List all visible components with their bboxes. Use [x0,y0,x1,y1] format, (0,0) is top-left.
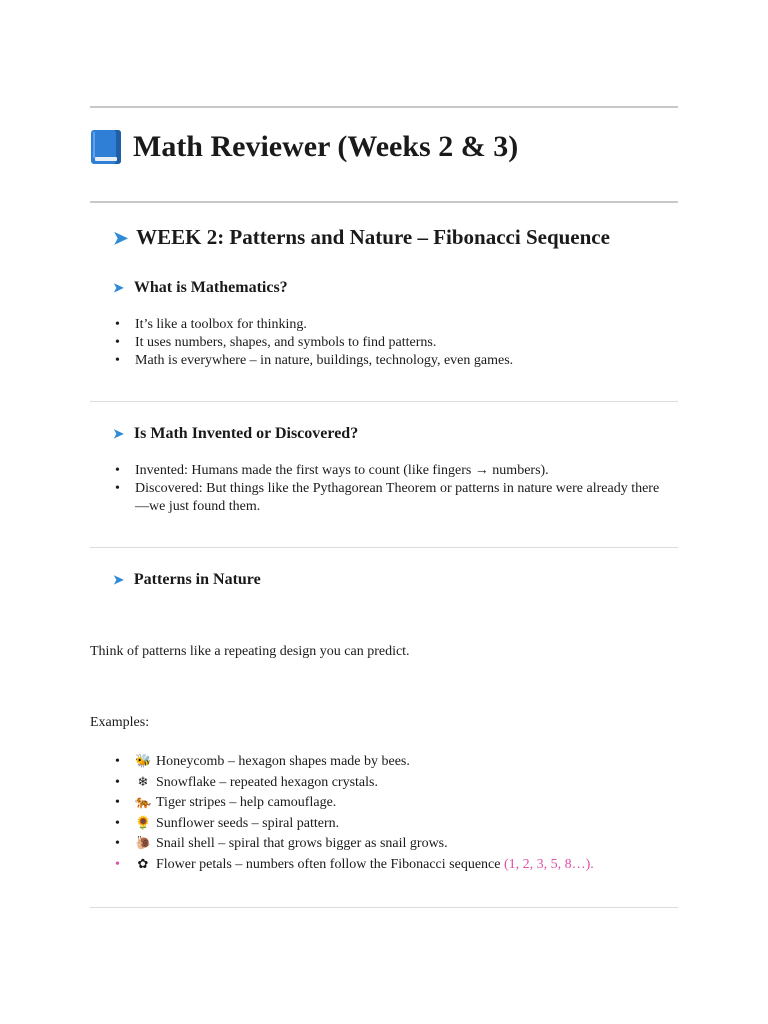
arrow-bullet-icon: ➤ [113,426,124,441]
arrow-bullet-icon: ➤ [113,228,129,248]
example-text: Sunflower seeds – spiral pattern. [156,815,340,831]
flower-icon: ✿ [137,856,149,872]
invented-discovered-list [113,462,673,516]
section-divider [90,401,678,402]
list-item [113,752,713,773]
example-text: Snail shell – spiral that grows bigger as snail grows. [156,836,448,852]
section-heading-text: Patterns in Nature [133,571,261,588]
what-is-math-list [113,316,673,370]
page-title-row [91,130,518,164]
examples-list [113,752,713,876]
section-heading-text: Is Math Invented or Discovered? [133,425,359,442]
section-heading-invented-or-discovered [113,425,358,443]
list-item: • Discovered: But things like the Pythagorean Theorem or patterns in nature were already there—we just found them. [113,480,673,516]
sunflower-icon: 🌻 [135,815,152,831]
example-text: Honeycomb – hexagon shapes made by bees. [156,754,410,769]
list-item: • It uses numbers, shapes, and symbols to find patterns. [113,334,673,352]
fibonacci-highlight: (1, 2, 3, 5, 8…). [503,856,594,872]
top-divider [90,106,678,108]
section-heading-what-is-math [113,279,288,297]
section-heading-patterns-in-nature [113,571,261,589]
tiger-icon: 🐅 [135,795,152,811]
list-item: • Invented: Humans made the first ways to count (like fingers → numbers). [113,462,673,480]
examples-label: Examples: [90,715,150,730]
page-title: Math Reviewer (Weeks 2 & 3) [133,130,519,163]
list-item [113,814,713,835]
week2-heading [113,225,610,250]
example-text: Tiger stripes – help camouflage. [156,795,337,811]
list-item [113,773,713,794]
arrow-bullet-icon: ➤ [113,280,124,295]
list-item [113,855,713,876]
section-divider [90,547,678,548]
list-item [113,793,713,814]
snail-icon: 🐌 [135,836,152,852]
snowflake-icon: ❄ [137,774,149,790]
list-item: • It’s like a toolbox for thinking. [113,316,673,334]
week2-heading-text: WEEK 2: Patterns and Nature – Fibonacci Sequence [136,225,610,249]
example-text: Snowflake – repeated hexagon crystals. [156,774,378,790]
patterns-intro: Think of patterns like a repeating design you can predict. [90,644,410,659]
example-text: Flower petals – numbers often follow the Fibonacci sequence [156,856,504,872]
bottom-divider [90,907,678,908]
list-item [113,834,713,855]
blue-book-icon [91,130,121,164]
section-heading-text: What is Mathematics? [133,279,288,296]
title-divider [90,201,678,203]
list-item: • Math is everywhere – in nature, buildings, technology, even games. [113,352,673,370]
bee-icon: 🐝 [135,754,152,769]
arrow-bullet-icon: ➤ [113,572,124,587]
